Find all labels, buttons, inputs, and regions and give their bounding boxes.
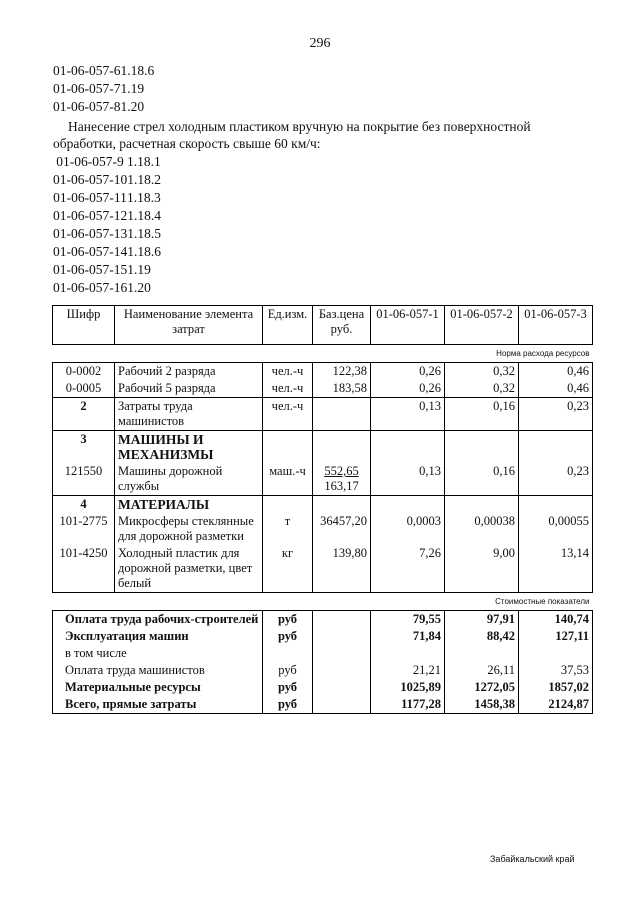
- code-ref: 1.18.6: [127, 244, 161, 259]
- row-value-1: 7,26: [371, 545, 445, 593]
- section-description: Нанесение стрел холодным пластиком вручную на покрытие без поверхностной обработки, расчетная скорость свыше 60 км/ч:: [53, 119, 531, 151]
- cost-value-1: 79,55: [371, 611, 445, 629]
- cost-value-1: 71,84: [371, 628, 445, 645]
- code-line: [53, 207, 161, 225]
- code-line: [53, 243, 161, 261]
- cost-value-1: 1177,28: [371, 696, 445, 714]
- header-cell: 01-06-057-2: [445, 306, 519, 345]
- code-ref: 1.18.4: [127, 208, 161, 223]
- code-ref: 1.18.6: [120, 63, 155, 78]
- code: 01-06-057-8: [53, 99, 121, 114]
- code-line: [53, 98, 154, 116]
- cost-row: [53, 611, 593, 629]
- code: 01-06-057-13: [53, 226, 128, 241]
- price-main: 552,65: [324, 464, 359, 478]
- row-name: Холодный пластик для дорожной разметки, цвет белый: [115, 545, 263, 593]
- row-value-1: 0,0003: [371, 513, 445, 545]
- code-ref: 1.19: [120, 81, 145, 96]
- row-name: Рабочий 2 разряда: [115, 363, 263, 381]
- row-name: Рабочий 5 разряда: [115, 380, 263, 398]
- code-ref: 1.18.5: [127, 226, 161, 241]
- cost-unit: руб: [263, 662, 313, 679]
- code-line: [53, 279, 161, 297]
- cost-value-3: 140,74: [519, 611, 593, 629]
- row-value-1: 0,26: [371, 363, 445, 381]
- norm-subheader: [53, 345, 593, 363]
- code-ref: 1.18.1: [127, 154, 161, 169]
- footer-region: Забайкальский край: [490, 854, 575, 864]
- table-row: [53, 380, 593, 398]
- row-value-2: 0,00038: [445, 513, 519, 545]
- codes-list-bottom: [53, 153, 161, 297]
- row-price: 36457,20: [313, 513, 371, 545]
- cost-name: в том числе: [53, 645, 263, 662]
- section-number: 4: [53, 496, 115, 514]
- row-price: 122,38: [313, 363, 371, 381]
- cost-value-2: 1272,05: [445, 679, 519, 696]
- cost-name: Оплата труда рабочих-строителей: [53, 611, 263, 629]
- table-row: [53, 513, 593, 545]
- cost-value-2: 97,91: [445, 611, 519, 629]
- row-name: Машины дорожной службы: [115, 463, 263, 496]
- code-ref: 1.19: [127, 262, 151, 277]
- header-cell: Ед.изм.: [263, 306, 313, 345]
- cost-value-1: 1025,89: [371, 679, 445, 696]
- header-cell: 01-06-057-3: [519, 306, 593, 345]
- cost-value-3: 127,11: [519, 628, 593, 645]
- code-line: [53, 189, 161, 207]
- row-value-1: 0,26: [371, 380, 445, 398]
- cost-unit: руб: [263, 611, 313, 629]
- cost-subheader: [53, 593, 593, 611]
- row-value-2: 9,00: [445, 545, 519, 593]
- cost-row: [53, 679, 593, 696]
- header-cell: Шифр: [53, 306, 115, 345]
- header-cell: Наименование элемента затрат: [115, 306, 263, 345]
- row-code: 121550: [53, 463, 115, 496]
- row-value-3: 0,23: [519, 398, 593, 431]
- cost-value-2: [445, 645, 519, 662]
- code-line: [53, 225, 161, 243]
- row-value-2: 0,32: [445, 380, 519, 398]
- cost-unit: руб: [263, 679, 313, 696]
- cost-name: Всего, прямые затраты: [53, 696, 263, 714]
- cost-value-2: 26,11: [445, 662, 519, 679]
- cost-value-1: 21,21: [371, 662, 445, 679]
- row-unit: чел.-ч: [263, 380, 313, 398]
- norm-label: Норма расхода ресурсов: [53, 345, 593, 363]
- code-ref: 1.20: [120, 99, 145, 114]
- row-value-3: 0,46: [519, 363, 593, 381]
- row-unit: чел.-ч: [263, 363, 313, 381]
- cost-label: Стоимостные показатели: [53, 593, 593, 611]
- cost-unit: руб: [263, 628, 313, 645]
- code-line: [53, 153, 161, 171]
- cost-unit: руб: [263, 696, 313, 714]
- row-price: [313, 398, 371, 431]
- code: 01-06-057-7: [53, 81, 121, 96]
- price-secondary: 163,17: [324, 479, 359, 493]
- row-name: Микросферы стеклянные для дорожной разметки: [115, 513, 263, 545]
- row-unit: маш.-ч: [263, 463, 313, 496]
- cost-value-2: 1458,38: [445, 696, 519, 714]
- code-ref: 1.18.3: [127, 190, 161, 205]
- row-value-3: 0,00055: [519, 513, 593, 545]
- table-row: [53, 398, 593, 431]
- row-value-2: 0,16: [445, 398, 519, 431]
- row-value-3: 0,46: [519, 380, 593, 398]
- row-code: 0-0002: [53, 363, 115, 381]
- code: 01-06-057-10: [53, 172, 128, 187]
- cost-unit: [263, 645, 313, 662]
- row-price: 139,80: [313, 545, 371, 593]
- code-ref: 1.20: [127, 280, 151, 295]
- code-line: [53, 171, 161, 189]
- cost-value-3: 1857,02: [519, 679, 593, 696]
- section-title: МАТЕРИАЛЫ: [115, 496, 263, 514]
- row-value-3: 13,14: [519, 545, 593, 593]
- row-code: 101-4250: [53, 545, 115, 593]
- table-row: [53, 363, 593, 381]
- cost-name: Материальные ресурсы: [53, 679, 263, 696]
- code: 01-06-057-12: [53, 208, 128, 223]
- row-code: 0-0005: [53, 380, 115, 398]
- section-row-materials: [53, 496, 593, 514]
- cost-row: [53, 628, 593, 645]
- row-value-3: 0,23: [519, 463, 593, 496]
- code: 01-06-057-16: [53, 280, 128, 295]
- codes-list-top: [53, 62, 154, 116]
- row-price: 183,58: [313, 380, 371, 398]
- cost-name: Оплата труда машинистов: [53, 662, 263, 679]
- code: 01-06-057-9: [56, 154, 124, 169]
- row-price: [313, 463, 371, 496]
- row-unit: т: [263, 513, 313, 545]
- row-unit: чел.-ч: [263, 398, 313, 431]
- cost-row: [53, 645, 593, 662]
- row-value-1: 0,13: [371, 463, 445, 496]
- code-line: [53, 261, 161, 279]
- code-ref: 1.18.2: [127, 172, 161, 187]
- code: 01-06-057-6: [53, 63, 121, 78]
- code-line: [53, 80, 154, 98]
- cost-value-2: 88,42: [445, 628, 519, 645]
- table-row: [53, 463, 593, 496]
- cost-name: Эксплуатация машин: [53, 628, 263, 645]
- row-name: Затраты труда машинистов: [115, 398, 263, 431]
- page-number: 296: [309, 36, 331, 51]
- cost-row: [53, 662, 593, 679]
- header-cell: 01-06-057-1: [371, 306, 445, 345]
- header-cell: Баз.цена руб.: [313, 306, 371, 345]
- cost-value-3: [519, 645, 593, 662]
- row-value-2: 0,32: [445, 363, 519, 381]
- cost-row: [53, 696, 593, 714]
- section-title: МАШИНЫ И МЕХАНИЗМЫ: [115, 431, 263, 464]
- code-line: [53, 62, 154, 80]
- cost-value-3: 37,53: [519, 662, 593, 679]
- row-unit: кг: [263, 545, 313, 593]
- cost-value-1: [371, 645, 445, 662]
- code: 01-06-057-11: [53, 190, 127, 205]
- table-row: [53, 545, 593, 593]
- row-value-2: 0,16: [445, 463, 519, 496]
- row-value-1: 0,13: [371, 398, 445, 431]
- section-row-machines: [53, 431, 593, 464]
- section-number: 3: [53, 431, 115, 464]
- row-code: 101-2775: [53, 513, 115, 545]
- code: 01-06-057-15: [53, 262, 128, 277]
- resource-table: [52, 305, 593, 714]
- cost-value-3: 2124,87: [519, 696, 593, 714]
- row-code: 2: [53, 398, 115, 431]
- code: 01-06-057-14: [53, 244, 128, 259]
- table-header: [53, 306, 593, 345]
